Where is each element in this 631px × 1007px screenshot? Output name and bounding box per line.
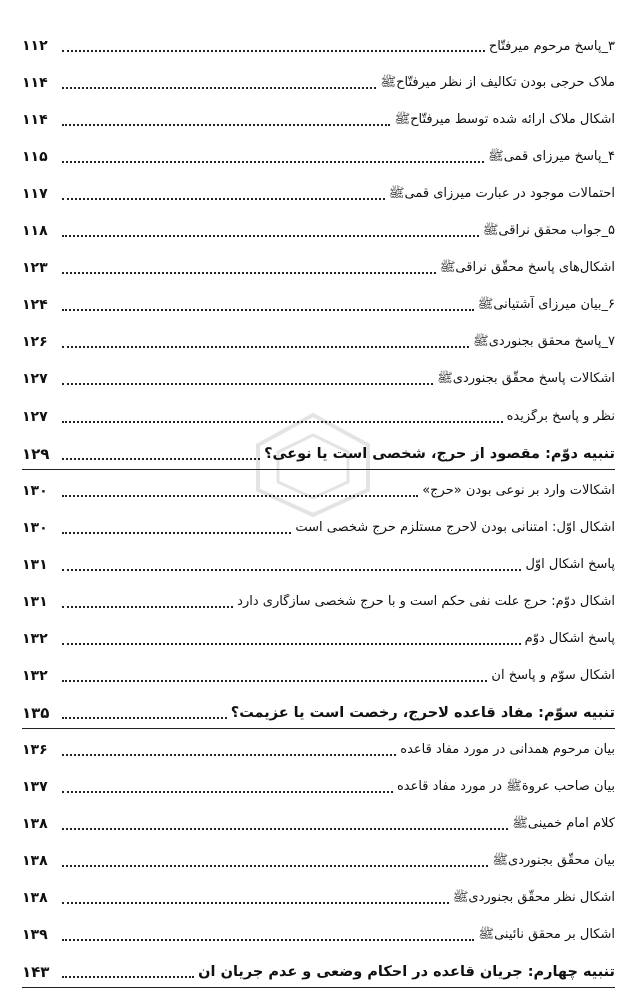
page-number: ۱۲۷: [22, 371, 48, 388]
page-number: ۱۳۸: [22, 890, 48, 907]
entry-title: بیان محقّق بجنوردی‌ﷺ: [492, 852, 615, 868]
dot-leader: [62, 161, 484, 163]
dot-leader: [62, 606, 233, 608]
entry-title: اشکالات وارد بر نوعی بودن «حرج»: [422, 483, 615, 499]
entry-title: اشکال‌های پاسخ محقّق نراقی‌ﷺ: [439, 259, 615, 275]
entry-title: اشکال نظر محقّق بجنوردی‌ﷺ: [452, 889, 615, 905]
toc-entry[interactable]: [22, 849, 615, 873]
toc-entry[interactable]: [22, 256, 615, 280]
dot-leader: [62, 50, 485, 52]
page-number: ۱۱۴: [22, 112, 48, 129]
toc-entry[interactable]: [22, 405, 615, 429]
dot-leader: [62, 309, 474, 311]
entry-title: تنبیه چهارم: جریان قاعده در احکام وضعی و عدم جریان آن: [198, 964, 615, 981]
page-number: ۱۳۰: [22, 482, 48, 499]
dot-leader: [62, 791, 393, 793]
entry-title: تنبیه سوّم: مفاد قاعده لاحرج، رخصت است یا عزیمت؟: [230, 704, 615, 721]
toc-entry[interactable]: [22, 516, 615, 540]
page-number: ۱۴۳: [22, 963, 50, 982]
dot-leader: [62, 346, 469, 348]
dot-leader: [62, 495, 418, 497]
toc-entry[interactable]: [22, 367, 615, 391]
page-number: ۱۱۲: [22, 38, 48, 54]
dot-leader: [62, 902, 449, 904]
dot-leader: [62, 680, 487, 682]
page-number: ۱۳۸: [22, 816, 48, 833]
entry-title: ۵_جواب محقق نراقی‌ﷺ: [482, 222, 615, 238]
entry-title: پاسخ اشکال دوّم: [524, 631, 615, 647]
toc-entry[interactable]: [22, 293, 615, 317]
page-number: ۱۱۷: [22, 186, 48, 203]
entry-title: اشکال اوّل: امتنانی بودن لاحرج مستلزم حرج شخصی است: [295, 520, 615, 536]
toc-heading[interactable]: [22, 442, 615, 466]
page-number: ۱۲۹: [22, 444, 50, 463]
page-number: ۱۳۸: [22, 853, 48, 870]
entry-title: احتمالات موجود در عبارت میرزای قمی‌ﷺ: [388, 185, 615, 201]
toc-heading[interactable]: [22, 960, 615, 984]
toc-entry[interactable]: [22, 775, 615, 799]
dot-leader: [62, 458, 260, 460]
page-number: ۱۳۲: [22, 630, 48, 647]
dot-leader: [62, 421, 503, 423]
entry-title: ۳_پاسخ مرحوم میرفتّاح: [488, 38, 615, 54]
entry-title: ۴_پاسخ میرزای قمی‌ﷺ: [487, 148, 615, 164]
toc-entry[interactable]: [22, 627, 615, 651]
page-number: ۱۱۸: [22, 223, 48, 240]
toc-entry[interactable]: [22, 108, 615, 132]
dot-leader: [62, 569, 521, 571]
entry-title: ۷_پاسخ محقق بجنوردی‌ﷺ: [473, 333, 615, 349]
entry-title: بیان صاحب عروة‌ﷺ در مورد مفاد قاعده: [396, 778, 615, 794]
entry-title: اشکال دوّم: حرج علّت نفی حکم است و با حرج شخصی سازگاری دارد: [237, 594, 615, 610]
toc-entry[interactable]: [22, 923, 615, 947]
entry-title: ملاک حرجی بودن تکالیف از نظر میرفتّاح‌ﷺ: [380, 74, 615, 90]
toc-entry[interactable]: [22, 71, 615, 95]
page-number: ۱۲۷: [22, 408, 48, 425]
entry-title: تنبیه دوّم: مقصود از حرج، شخصی است یا نوعی؟: [264, 445, 615, 462]
dot-leader: [62, 87, 376, 89]
page-number: ۱۲۶: [22, 334, 48, 351]
entry-title: اشکالات پاسخ محقّق بجنوردی‌ﷺ: [437, 370, 615, 386]
toc-entry[interactable]: [22, 182, 615, 206]
toc-entry[interactable]: [22, 664, 615, 688]
dot-leader: [62, 383, 433, 385]
page-number: ۱۳۲: [22, 667, 48, 684]
dot-leader: [62, 939, 474, 941]
page-number: ۱۱۴: [22, 75, 48, 92]
entry-title: کلام امام خمینی‌ﷺ: [512, 815, 615, 831]
page-number: ۱۳۱: [22, 556, 48, 573]
page-number: ۱۳۹: [22, 927, 48, 944]
dot-leader: [62, 272, 436, 274]
dot-leader: [62, 643, 521, 645]
page-number: ۱۳۰: [22, 519, 48, 536]
entry-title: بیان مرحوم همدانی در مورد مفاد قاعده: [400, 742, 615, 758]
page-number: ۱۱۵: [22, 149, 48, 166]
toc-entry[interactable]: [22, 330, 615, 354]
entry-title: اشکال ملاک ارائه شده توسط میرفتّاح‌ﷺ: [394, 111, 615, 127]
dot-leader: [62, 828, 508, 830]
heading-rule: [22, 987, 615, 988]
dot-leader: [62, 717, 227, 719]
page-number: ۱۳۱: [22, 593, 48, 610]
page-number: ۱۲۳: [22, 260, 48, 277]
entry-title: پاسخ اشکال اوّل: [525, 557, 615, 573]
toc-heading[interactable]: [22, 701, 615, 725]
entry-title: نظر و پاسخ برگزیده: [506, 409, 615, 424]
toc-entry[interactable]: [22, 738, 615, 762]
toc-entry[interactable]: [22, 479, 615, 503]
dot-leader: [62, 865, 488, 867]
page-number: ۱۳۷: [22, 779, 48, 795]
toc-entry[interactable]: [22, 553, 615, 577]
dot-leader: [62, 235, 479, 237]
toc-entry[interactable]: [22, 145, 615, 169]
page-number: ۱۳۶: [22, 741, 48, 758]
toc-entry[interactable]: [22, 590, 615, 614]
entry-title: اشکال سوّم و پاسخ آن: [491, 668, 615, 684]
toc-entry[interactable]: [22, 34, 615, 58]
page-number: ۱۲۴: [22, 297, 48, 314]
toc-entry[interactable]: [22, 812, 615, 836]
toc-entry[interactable]: [22, 886, 615, 910]
heading-rule: [22, 469, 615, 470]
dot-leader: [62, 976, 194, 978]
entry-title: ۶_بیان میرزای آشتیانی‌ﷺ: [477, 296, 615, 312]
dot-leader: [62, 532, 291, 534]
entry-title: اشکال بر محقق نائینی‌ﷺ: [478, 926, 615, 942]
dot-leader: [62, 754, 396, 756]
page-number: ۱۳۵: [22, 703, 50, 722]
toc-entry[interactable]: [22, 219, 615, 243]
heading-rule: [22, 728, 615, 729]
dot-leader: [62, 198, 385, 200]
dot-leader: [62, 124, 390, 126]
